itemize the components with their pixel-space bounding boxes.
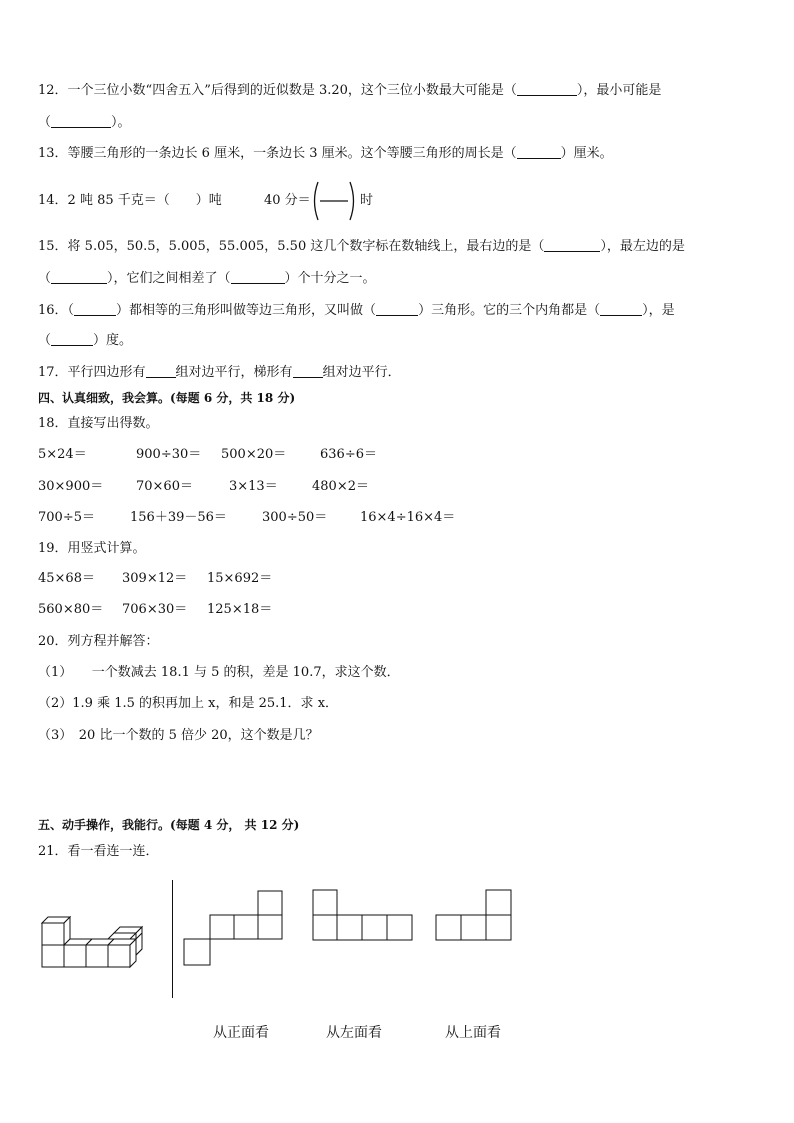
q19-r1-c2: 309×12＝: [122, 571, 188, 586]
label-top-view: 从上面看: [445, 1025, 501, 1041]
question-20-title: 20．列方程并解答：: [38, 634, 159, 649]
question-12-line-1: [38, 82, 661, 100]
q14-text-b: 40 分＝: [264, 193, 311, 208]
q19-r2-c2: 706×30＝: [122, 602, 188, 617]
q12-text-a: 12．一个三位小数“四舍五入”后得到的近似数是 3.20，这个三位小数最大可能是（: [38, 83, 517, 98]
q18-r2-c4: 480×2＝: [312, 479, 369, 494]
q18-r3-c2: 156＋39－56＝: [130, 510, 227, 525]
question-16-line-1: [38, 302, 675, 320]
label-front-view: 从正面看: [213, 1025, 269, 1041]
q19-r2-c3: 125×18＝: [207, 602, 273, 617]
q12-answer-blank-min[interactable]: [51, 115, 111, 128]
q18-r2-c2: 70×60＝: [136, 479, 193, 494]
question-15-line-1: [38, 238, 685, 256]
q15-text-e: ）个十分之一。: [284, 271, 376, 286]
q16-text-e: （: [38, 333, 52, 348]
q17-text-a: 17．平行四边形有: [38, 365, 146, 380]
q16-text-f: ）度。: [93, 333, 133, 348]
q14-text-a: 14．2 吨 85 千克＝（ ）吨: [38, 193, 222, 208]
q15-answer-blank-diff[interactable]: [231, 271, 285, 284]
question-16-line-2: [38, 332, 132, 350]
question-17: [38, 364, 401, 382]
q16-text-d: ），是: [642, 303, 675, 318]
q18-r1-c2: 900÷30＝: [136, 447, 202, 462]
q18-r1-c3: 500×20＝: [221, 447, 287, 462]
q18-r3-c4: 16×4÷16×4＝: [360, 510, 456, 525]
q18-r1-c4: 636÷6＝: [320, 447, 377, 462]
q12-text-c: （: [38, 115, 52, 130]
q18-r2-c1: 30×900＝: [38, 479, 104, 494]
q16-answer-blank-4[interactable]: [51, 333, 93, 346]
question-14-part-1: [38, 192, 222, 210]
question-21-title: 21．看一看连一连．: [38, 844, 159, 859]
question-19-title: 19．用竖式计算。: [38, 541, 146, 556]
q15-text-a: 15．将 5.05，50.5，5.005，55.005，5.50 这几个数字标在数轴线上，最右边的是（: [38, 239, 545, 254]
figure-divider: [172, 880, 173, 998]
q18-r2-c3: 3×13＝: [229, 479, 278, 494]
q12-answer-blank-max[interactable]: [517, 83, 577, 96]
q17-answer-blank-1[interactable]: [146, 365, 176, 378]
cube-stack-figure: [38, 905, 158, 975]
q17-text-b: 组对边平行，梯形有: [175, 365, 293, 380]
q15-text-d: ），它们之间相差了（: [107, 271, 231, 286]
q20-item-1: （1） 一个数减去 18.1 与 5 的积，差是 10.7，求这个数．: [38, 665, 400, 680]
q16-answer-blank-3[interactable]: [600, 303, 642, 316]
q13-text-a: 13．等腰三角形的一条边长 6 厘米，一条边长 3 厘米。这个等腰三角形的周长是（: [38, 146, 517, 161]
q19-r1-c3: 15×692＝: [207, 571, 273, 586]
q18-r1-c1: 5×24＝: [38, 447, 87, 462]
q19-r2-c1: 560×80＝: [38, 602, 104, 617]
question-12-line-2: [38, 114, 131, 132]
question-15-line-2: [38, 270, 376, 288]
q18-r3-c3: 300÷50＝: [262, 510, 328, 525]
q13-text-b: ）厘米。: [560, 146, 613, 161]
q15-answer-blank-left[interactable]: [51, 271, 107, 284]
q16-answer-blank-2[interactable]: [376, 303, 418, 316]
label-left-view: 从左面看: [326, 1025, 382, 1041]
section-5-heading: 五、动手操作，我能行。(每题 4 分， 共 12 分): [38, 818, 300, 832]
q16-text-b: ）都相等的三角形叫做等边三角形，又叫做（: [116, 303, 377, 318]
q20-item-2: （2）1.9 乘 1.5 的积再加上 x，和是 25.1．求 x．: [38, 696, 339, 711]
question-18-title: 18．直接写出得数。: [38, 416, 159, 431]
view-option-1[interactable]: [182, 890, 284, 968]
q16-text-a: 16．（: [38, 303, 75, 318]
q12-text-b: ），最小可能是: [576, 83, 662, 98]
q12-text-d: ）。: [111, 115, 131, 130]
section-4-heading: 四、认真细致，我会算。(每题 6 分，共 18 分): [38, 391, 296, 405]
view-option-2[interactable]: [312, 889, 414, 943]
q13-answer-blank[interactable]: [517, 146, 561, 159]
q15-text-b: ），最左边的是: [600, 239, 685, 254]
q17-answer-blank-2[interactable]: [293, 365, 323, 378]
q14-fraction-blank[interactable]: [310, 180, 358, 222]
q18-r3-c1: 700÷5＝: [38, 510, 95, 525]
q16-text-c: ）三角形。它的三个内角都是（: [418, 303, 601, 318]
q20-item-3: （3） 20 比一个数的 5 倍少 20，这个数是几？: [38, 728, 319, 743]
q15-answer-blank-right[interactable]: [544, 239, 600, 252]
q19-r1-c1: 45×68＝: [38, 571, 95, 586]
q14-unit: 时: [360, 193, 374, 208]
question-13: [38, 145, 613, 163]
q16-answer-blank-1[interactable]: [74, 303, 116, 316]
fraction-bracket-icon: [310, 180, 358, 222]
q17-text-c: 组对边平行．: [322, 365, 401, 380]
view-option-3[interactable]: [435, 889, 513, 943]
question-14-part-2: [264, 192, 311, 210]
q15-text-c: （: [38, 271, 52, 286]
